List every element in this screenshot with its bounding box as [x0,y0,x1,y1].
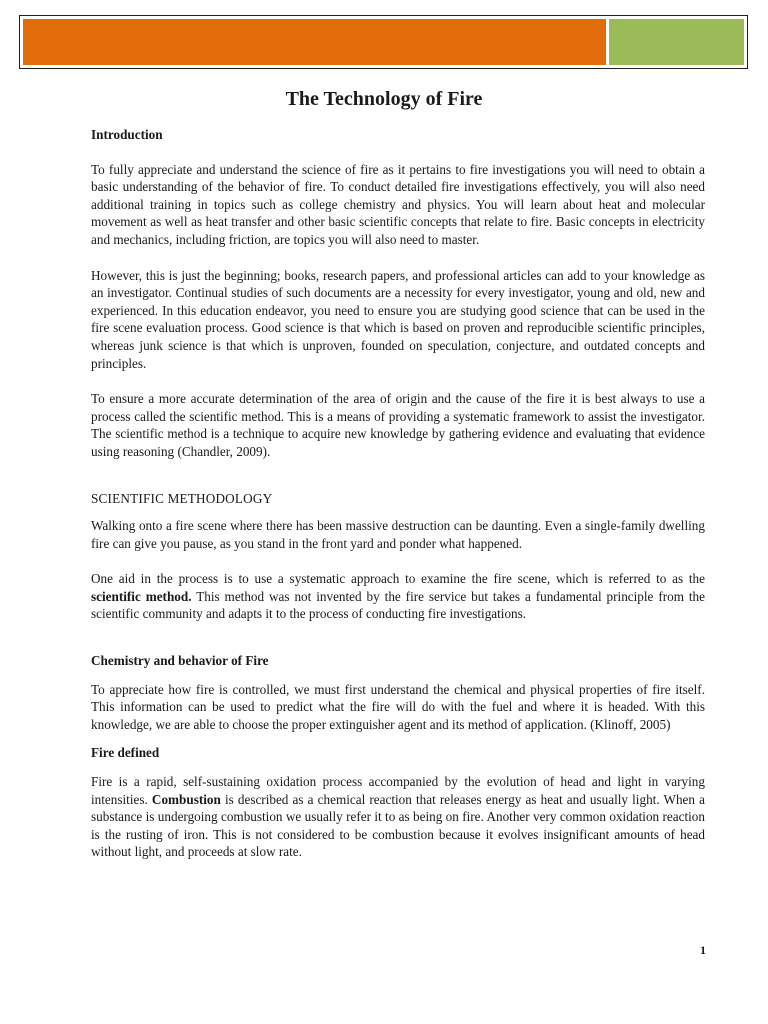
combustion-term: Combustion [151,791,221,807]
intro-paragraph-2: However, this is just the beginning; books, research papers, and professional articles can add to your knowledge as an investigator. Continual studies of such documents are a necessity for every investigator, young and old, new and experienced. In this education endeavor, you need to ensure you are studying good science that can be used in the fire scene evaluation process. Good science is that which is based on proven and reproducible scientific principles, whereas junk science is that which is unproven, founded on speculation, conjecture, and outdated concepts and principles. [91,267,705,371]
fire-defined-text-b: is described as a chemical reaction that releases energy as heat and usually light. When a substance is undergoing combustion we usually refer it to as being on fire. Another very common oxidation reaction is the rusting of iron. This is not considered to be combustion because it evolves insignificant amounts of head without light, and proceeds at slow rate. [91,791,705,860]
scientific-method-term: scientific method. [91,588,192,604]
page-number: 1 [700,943,706,957]
methodology-paragraph-1: Walking onto a fire scene where there has been massive destruction can be daunting. Even a single-family dwelling fire can give you pause, as you stand in the front yard and ponder what happened. [91,518,705,551]
methodology-p2-text-b: This method was not invented by the fire service but takes a fundamental principle from the scientific community and adapts it to the process of conducting fire investigations. [91,588,705,622]
intro-paragraph-1: To fully appreciate and understand the science of fire as it pertains to fire investigations you will need to obtain a basic understanding of the behavior of fire. To conduct detailed fire investigations effectively, you will also need additional training in topics such as college chemistry and physics. You will learn about heat and molecular movement as well as heat transfer and other basic scientific concepts that relate to fire. Basic concepts in electricity and mechanics, including friction, are topics you will also need to master. [91,161,705,247]
fire-defined-text-a: Fire is a rapid, self-sustaining oxidation process accompanied by the evolution of head and light in varying intensities. [91,774,705,807]
methodology-heading: SCIENTIFIC METHODOLOGY [91,490,273,506]
header-orange-bar [23,19,606,65]
methodology-paragraph-2 [91,570,705,623]
methodology-p2-text-a: One aid in the process is to use a systematic approach to examine the fire scene, which is referred to as the [91,571,705,587]
fire-defined-paragraph [91,773,705,861]
chemistry-paragraph: To appreciate how fire is controlled, we must first understand the chemical and physical properties of fire itself. This information can be used to predict what the fire will do with the fuel and where it is headed. With this knowledge, we are able to choose the proper extinguisher agent and its method of application. (Klinoff, 2005) [91,681,705,732]
fire-defined-heading: Fire defined [91,745,160,761]
document-body [91,126,705,861]
page-title: The Technology of Fire [285,88,483,110]
introduction-heading: Introduction [91,127,163,142]
intro-paragraph-3: To ensure a more accurate determination of the area of origin and the cause of the fire it is best always to use a process called the scientific method. This is a means of providing a systematic framework to assist the investigator. The scientific method is a technique to acquire new knowledge by gathering evidence and evaluating that evidence using reasoning (Chandler, 2009). [91,391,705,459]
chemistry-heading: Chemistry and behavior of Fire [91,653,269,669]
header-green-bar [609,19,744,65]
header-band [19,15,748,69]
